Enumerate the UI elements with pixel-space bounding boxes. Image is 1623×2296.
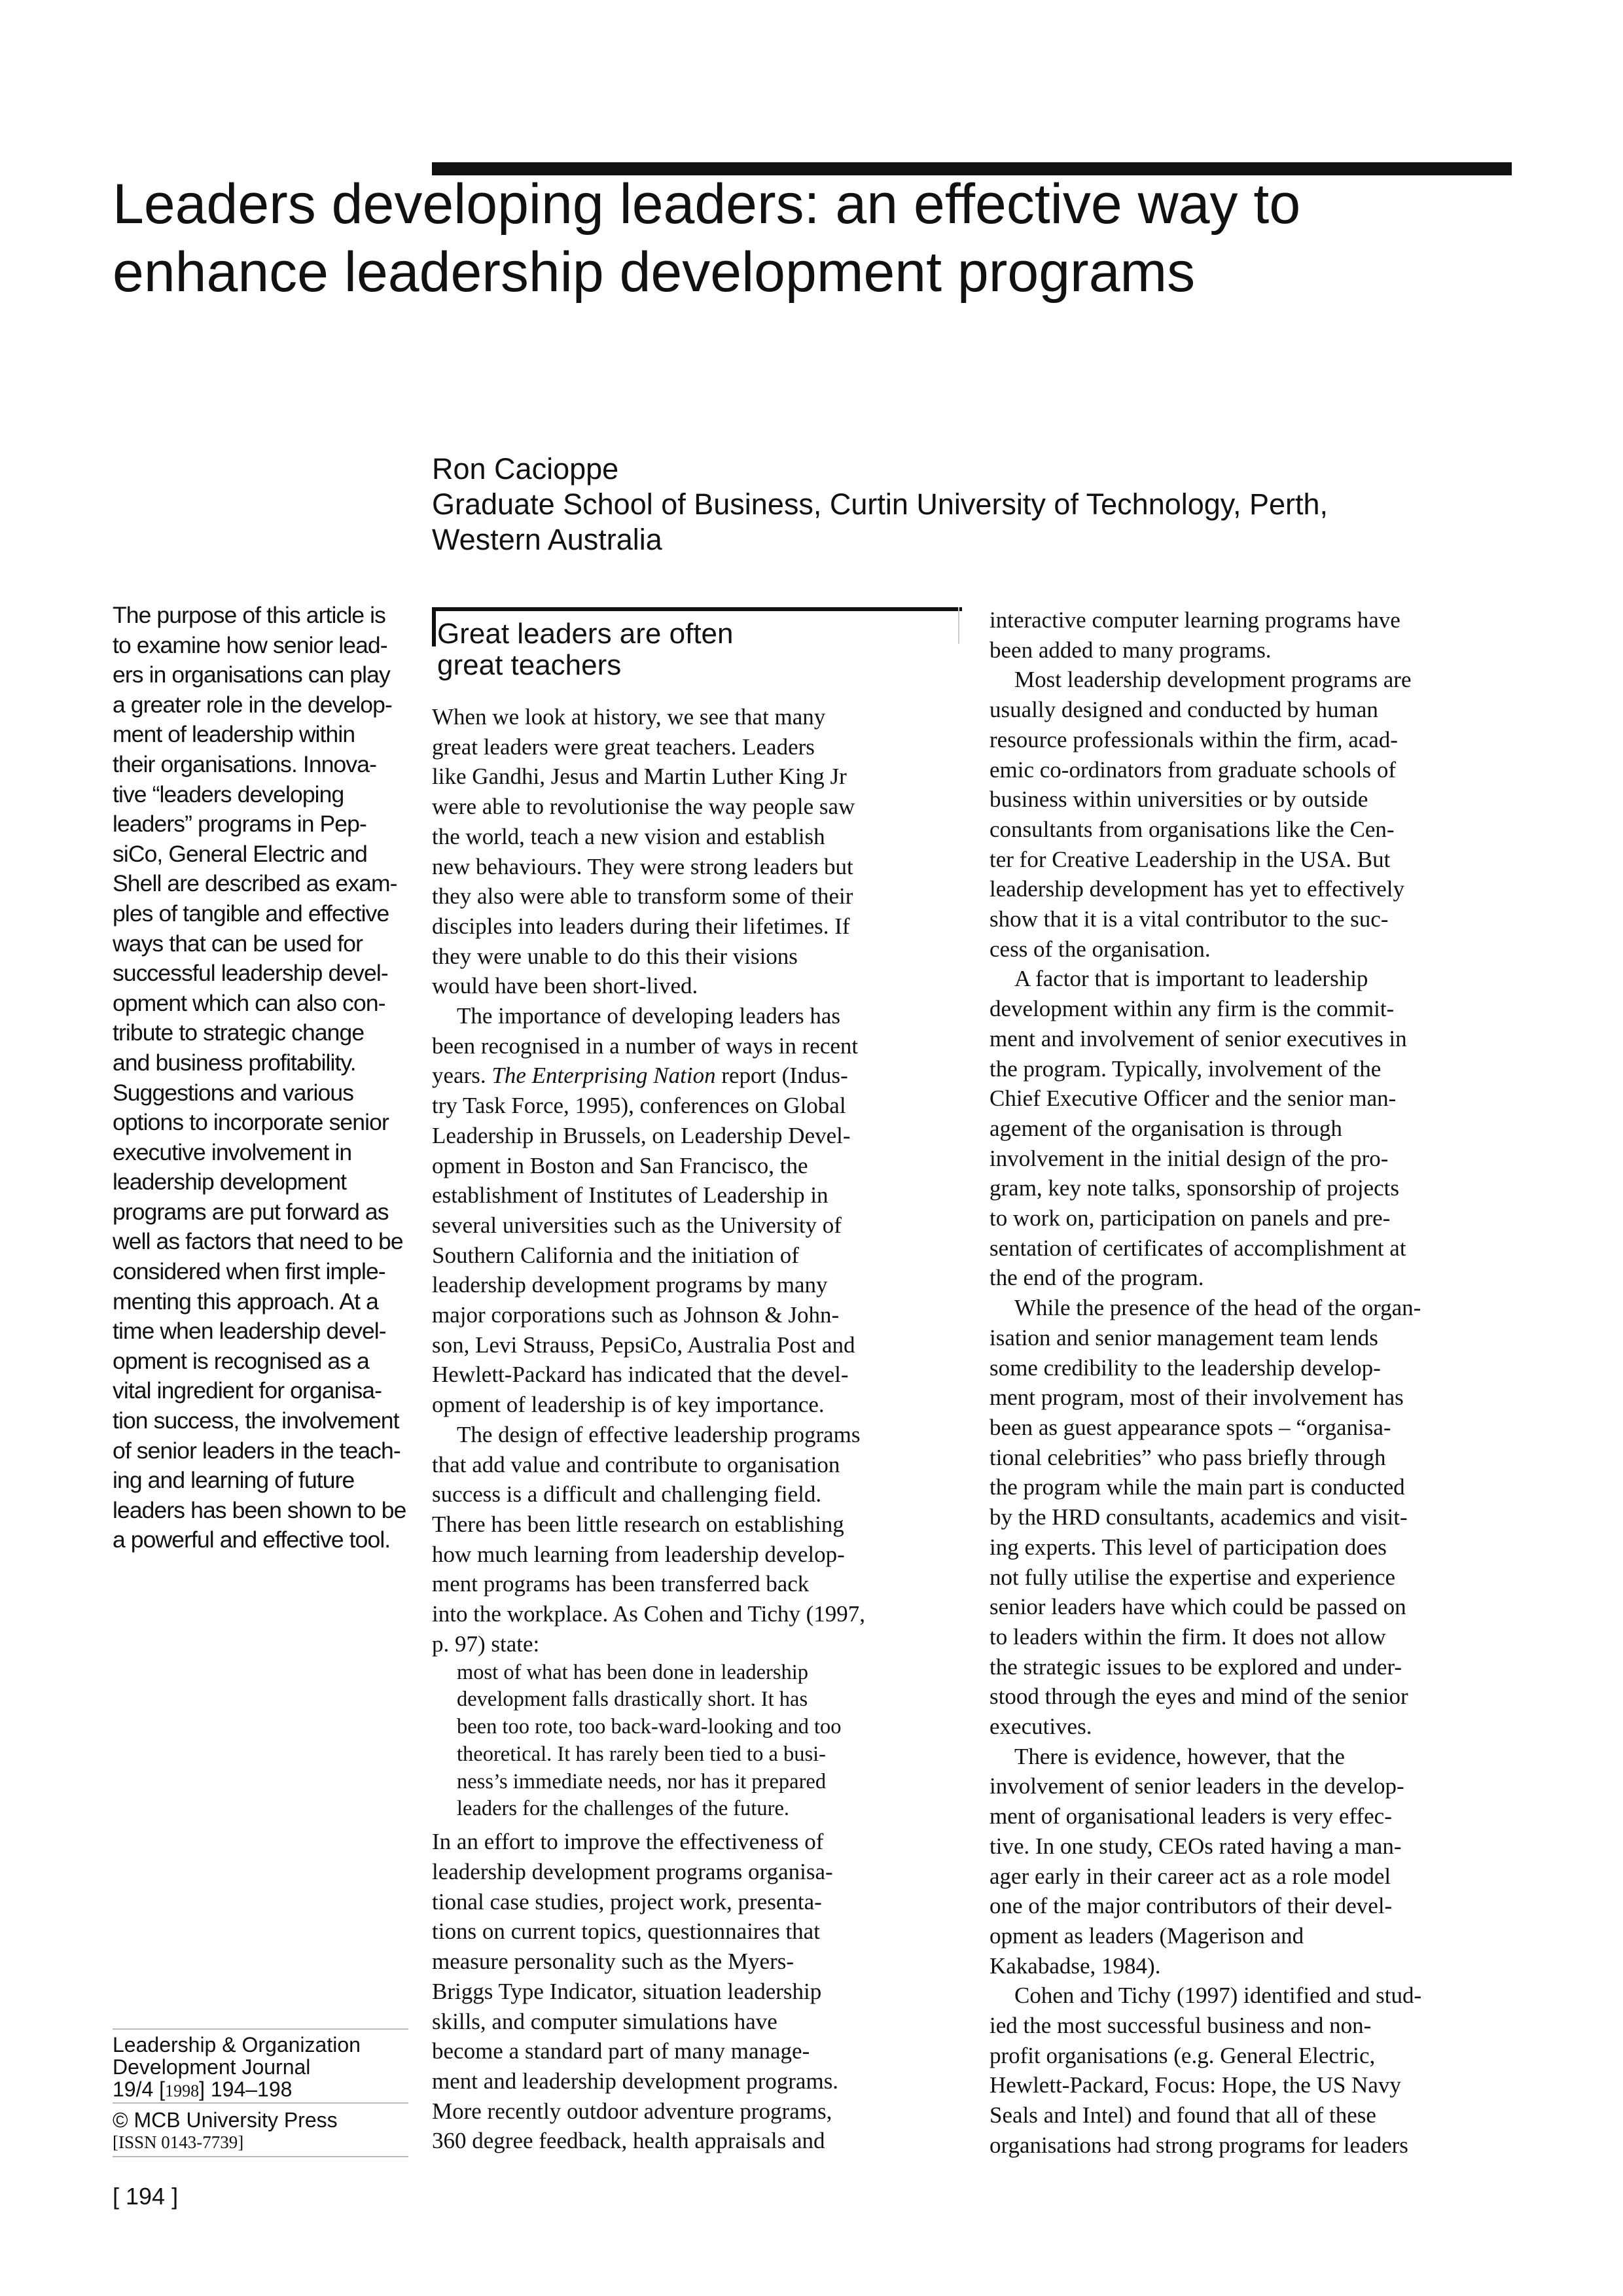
title-line: Leaders developing leaders: an effective way to xyxy=(113,173,1301,236)
body-line: one of the major contributors of their devel- xyxy=(990,1893,1393,1919)
abstract-line: leaders” programs in Pep- xyxy=(113,811,366,838)
volume-prefix: 19/4 [ xyxy=(113,2077,166,2101)
body-line: Hewlett-Packard, Focus: Hope, the US Navy xyxy=(990,2072,1401,2098)
body-line: been added to many programs. xyxy=(990,637,1272,663)
abstract-line: vital ingredient for organisa- xyxy=(113,1377,382,1404)
journal-name xyxy=(113,2028,408,2102)
body-line: executives. xyxy=(990,1714,1092,1740)
journal-publisher: © MCB University Press xyxy=(113,2108,338,2132)
text-run: years. xyxy=(432,1063,492,1089)
body-line: involvement of senior leaders in the develop- xyxy=(990,1773,1404,1799)
body-line: by the HRD consultants, academics and visit- xyxy=(990,1504,1408,1530)
title-line: enhance leadership development programs xyxy=(113,241,1196,304)
quote-line: been too rote, too back-ward-looking and too xyxy=(457,1715,842,1739)
body-line: consultants from organisations like the Cen- xyxy=(990,816,1395,842)
abstract-line: menting this approach. At a xyxy=(113,1288,378,1315)
body-line: son, Levi Strauss, PepsiCo, Australia Post and xyxy=(432,1332,855,1358)
body-line: ment of organisational leaders is very effec- xyxy=(990,1803,1392,1829)
body-line: great leaders were great teachers. Leaders xyxy=(432,733,815,760)
body-line: try Task Force, 1995), conferences on Global xyxy=(432,1093,846,1119)
text-run: report (Indus- xyxy=(715,1063,848,1089)
abstract-line: successful leadership devel- xyxy=(113,960,388,987)
body-line: Kakabadse, 1984). xyxy=(990,1952,1161,1979)
publisher-block xyxy=(113,2102,408,2156)
journal-volume xyxy=(113,2078,408,2102)
body-line: stood through the eyes and mind of the senior xyxy=(990,1684,1408,1710)
abstract-line: time when leadership devel- xyxy=(113,1318,386,1345)
body-line: A factor that is important to leadership xyxy=(1014,966,1368,992)
body-line: sentation of certificates of accomplishment at xyxy=(990,1235,1406,1261)
abstract-line: The purpose of this article is xyxy=(113,602,385,628)
body-column-2 xyxy=(432,702,969,2156)
body-line: opment as leaders (Magerison and xyxy=(990,1922,1304,1949)
paragraph xyxy=(990,1981,1526,2160)
paragraph xyxy=(432,1420,969,1659)
body-line: ment program, most of their involvement has xyxy=(990,1385,1404,1411)
journal-year: 1998 xyxy=(165,2081,200,2100)
author-affiliation: Graduate School of Business, Curtin University of Technology, Perth, xyxy=(432,487,1329,521)
section-heading-rule-left xyxy=(432,607,436,646)
body-line: resource professionals within the firm, acad- xyxy=(990,726,1398,752)
abstract-line: and business profitability. xyxy=(113,1049,356,1076)
body-line: gram, key note talks, sponsorship of projects xyxy=(990,1175,1400,1201)
body-line: emic co-ordinators from graduate schools of xyxy=(990,756,1397,783)
abstract-line: siCo, General Electric and xyxy=(113,840,367,867)
abstract-line: tribute to strategic change xyxy=(113,1019,365,1046)
body-line: that add value and contribute to organisation xyxy=(432,1451,840,1477)
body-line: the end of the program. xyxy=(990,1265,1204,1291)
body-line: development within any firm is the commit- xyxy=(990,996,1395,1022)
body-line: organisations had strong programs for leaders xyxy=(990,2132,1408,2158)
body-line: ment programs has been transferred back xyxy=(432,1571,810,1597)
body-line: some credibility to the leadership develop- xyxy=(990,1354,1381,1381)
body-line: like Gandhi, Jesus and Martin Luther King Jr xyxy=(432,764,847,790)
body-line: Most leadership development programs are xyxy=(1014,667,1412,693)
body-line: Seals and Intel) and found that all of these xyxy=(990,2102,1376,2128)
body-line: major corporations such as Johnson & John- xyxy=(432,1302,840,1328)
body-line: More recently outdoor adventure programs, xyxy=(432,2098,832,2124)
body-line: interactive computer learning programs have xyxy=(990,607,1400,633)
body-line: they also were able to transform some of their xyxy=(432,883,853,910)
abstract-line: well as factors that need to be xyxy=(113,1228,403,1255)
body-line: leadership development programs by many xyxy=(432,1272,828,1298)
body-line: involvement in the initial design of the pro- xyxy=(990,1145,1389,1171)
abstract-line: a powerful and effective tool. xyxy=(113,1527,391,1553)
abstract-line: Shell are described as exam- xyxy=(113,870,397,897)
quote-line: theoretical. It has rarely been tied to a busi- xyxy=(457,1742,827,1766)
abstract-line: executive involvement in xyxy=(113,1139,352,1165)
quote-line: ness’s immediate needs, nor has it prepared xyxy=(457,1769,827,1793)
body-line: the world, teach a new vision and establish xyxy=(432,823,825,849)
quote-line: most of what has been done in leadership xyxy=(457,1660,809,1684)
body-line: not fully utilise the expertise and experience xyxy=(990,1564,1396,1590)
body-line: opment in Boston and San Francisco, the xyxy=(432,1152,808,1178)
abstract-line: ples of tangible and effective xyxy=(113,900,389,927)
article-title xyxy=(113,170,1552,306)
body-line: cess of the organisation. xyxy=(990,936,1211,962)
body-line: the program. Typically, involvement of the xyxy=(990,1055,1382,1082)
abstract-line: tive “leaders developing xyxy=(113,781,344,807)
body-line: Cohen and Tichy (1997) identified and stud- xyxy=(1014,1983,1422,2009)
body-line: p. 97) state: xyxy=(432,1631,540,1657)
abstract-line: to examine how senior lead- xyxy=(113,631,387,658)
body-line: There is evidence, however, that the xyxy=(1014,1743,1345,1769)
section-heading xyxy=(437,618,961,681)
paragraph xyxy=(990,1742,1526,1981)
paragraph xyxy=(990,964,1526,1293)
body-line: Hewlett-Packard has indicated that the devel- xyxy=(432,1362,849,1388)
abstract-line: a greater role in the develop- xyxy=(113,691,392,718)
body-line: tions on current topics, questionnaires that xyxy=(432,1918,820,1945)
journal-info-bottom-rule xyxy=(113,2156,408,2157)
body-line: several universities such as the University of xyxy=(432,1212,842,1238)
journal-name-line: Development Journal xyxy=(113,2055,311,2079)
body-line: tive. In one study, CEOs rated having a man- xyxy=(990,1833,1402,1859)
abstract-line: opment is recognised as a xyxy=(113,1347,369,1374)
body-line: new behaviours. They were strong leaders but xyxy=(432,853,853,879)
body-line: ing experts. This level of participation does xyxy=(990,1534,1387,1560)
body-line: When we look at history, we see that many xyxy=(432,704,826,730)
body-line: disciples into leaders during their lifetimes. If xyxy=(432,913,850,939)
body-line: were able to revolutionise the way people saw xyxy=(432,794,855,820)
body-line: show that it is a vital contributor to the suc- xyxy=(990,906,1389,932)
abstract-line: ment of leadership within xyxy=(113,721,355,748)
body-line: ied the most successful business and non- xyxy=(990,2013,1372,2039)
body-line: the strategic issues to be explored and under- xyxy=(990,1653,1402,1680)
body-line: tional case studies, project work, presenta- xyxy=(432,1888,822,1915)
body-line: Chief Executive Officer and the senior man- xyxy=(990,1086,1397,1112)
abstract-line: ing and learning of future xyxy=(113,1467,355,1494)
body-line: There has been little research on establishing xyxy=(432,1511,844,1537)
abstract-line: their organisations. Innova- xyxy=(113,751,377,777)
body-line: senior leaders have which could be passed on xyxy=(990,1594,1406,1620)
body-line: how much learning from leadership develop- xyxy=(432,1541,845,1567)
body-line: The design of effective leadership programs xyxy=(457,1421,861,1447)
paragraph xyxy=(432,1001,969,1420)
body-line: agement of the organisation is through xyxy=(990,1115,1342,1141)
body-line: business within universities or by outside xyxy=(990,786,1368,813)
abstract-line: ers in organisations can play xyxy=(113,662,390,688)
body-line: The importance of developing leaders has xyxy=(457,1003,841,1029)
body-line: would have been short-lived. xyxy=(432,973,698,999)
abstract-line: Suggestions and various xyxy=(113,1079,354,1106)
paragraph xyxy=(432,1827,969,2156)
abstract xyxy=(113,601,414,1555)
abstract-line: of senior leaders in the teach- xyxy=(113,1437,401,1464)
page-number: [ 194 ] xyxy=(113,2183,179,2210)
body-line: they were unable to do this their visions xyxy=(432,943,798,969)
body-line: isation and senior management team lends xyxy=(990,1324,1378,1351)
body-line: into the workplace. As Cohen and Tichy (1997, xyxy=(432,1601,866,1627)
body-line: Leadership in Brussels, on Leadership Devel- xyxy=(432,1122,851,1148)
section-heading-rule xyxy=(432,607,962,611)
body-line: skills, and computer simulations have xyxy=(432,2008,777,2034)
body-line: the program while the main part is conducted xyxy=(990,1474,1405,1500)
body-line: Southern California and the initiation of xyxy=(432,1242,799,1268)
body-line: Briggs Type Indicator, situation leadership xyxy=(432,1978,822,2004)
body-line: become a standard part of many manage- xyxy=(432,2038,810,2064)
author-block xyxy=(432,451,1544,557)
body-line: profit organisations (e.g. General Electric, xyxy=(990,2042,1376,2068)
abstract-line: leaders has been shown to be xyxy=(113,1496,406,1523)
body-line: While the presence of the head of the organ- xyxy=(1014,1295,1421,1321)
paragraph xyxy=(432,702,969,1001)
body-line: ager early in their career act as a role model xyxy=(990,1863,1391,1889)
body-line: ter for Creative Leadership in the USA. But xyxy=(990,846,1391,872)
quote-line: leaders for the challenges of the future. xyxy=(457,1797,790,1821)
paragraph xyxy=(990,665,1526,964)
section-heading-line: great teachers xyxy=(437,649,622,681)
body-line: establishment of Institutes of Leadership in xyxy=(432,1182,829,1209)
abstract-line: leadership development xyxy=(113,1169,347,1195)
abstract-line: opment which can also con- xyxy=(113,989,385,1016)
report-title: The Enterprising Nation xyxy=(491,1063,716,1089)
author-name: Ron Cacioppe xyxy=(432,452,619,486)
block-quote xyxy=(457,1659,969,1824)
body-line: to work on, participation on panels and pre- xyxy=(990,1205,1391,1231)
body-line: leadership development programs organisa- xyxy=(432,1858,833,1884)
body-line: to leaders within the firm. It does not allow xyxy=(990,1623,1386,1650)
body-line: ment and involvement of senior executives in xyxy=(990,1025,1407,1051)
abstract-line: programs are put forward as xyxy=(113,1198,389,1225)
journal-name-line: Leadership & Organization xyxy=(113,2033,361,2057)
journal-info xyxy=(113,2028,408,2157)
paragraph xyxy=(990,1293,1526,1742)
body-line: measure personality such as the Myers- xyxy=(432,1949,794,1975)
section-heading-line: Great leaders are often xyxy=(437,618,734,650)
journal-issn: [ISSN 0143-7739] xyxy=(113,2132,244,2152)
body-line: ment and leadership development programs. xyxy=(432,2068,839,2094)
quote-line: development falls drastically short. It has xyxy=(457,1687,808,1712)
abstract-line: options to incorporate senior xyxy=(113,1109,389,1136)
body-line: success is a difficult and challenging field. xyxy=(432,1481,822,1508)
author-affiliation: Western Australia xyxy=(432,523,662,556)
paragraph xyxy=(990,605,1526,665)
body-line: been recognised in a number of ways in recent xyxy=(432,1033,859,1059)
body-line: 360 degree feedback, health appraisals and xyxy=(432,2128,825,2154)
abstract-line: tion success, the involvement xyxy=(113,1407,399,1434)
body-column-3 xyxy=(990,605,1526,2161)
body-line: opment of leadership is of key importance. xyxy=(432,1392,825,1418)
body-line: been as guest appearance spots – “organisa- xyxy=(990,1414,1391,1440)
body-line: usually designed and conducted by human xyxy=(990,697,1378,723)
body-line: In an effort to improve the effectiveness of xyxy=(432,1829,824,1855)
body-line: tional celebrities” who pass briefly through xyxy=(990,1444,1386,1470)
abstract-line: ways that can be used for xyxy=(113,930,363,957)
journal-pages: ] 194–198 xyxy=(199,2077,293,2101)
body-line: leadership development has yet to effectively xyxy=(990,876,1404,902)
abstract-line: considered when first imple- xyxy=(113,1258,385,1285)
body-line xyxy=(432,1061,969,1091)
